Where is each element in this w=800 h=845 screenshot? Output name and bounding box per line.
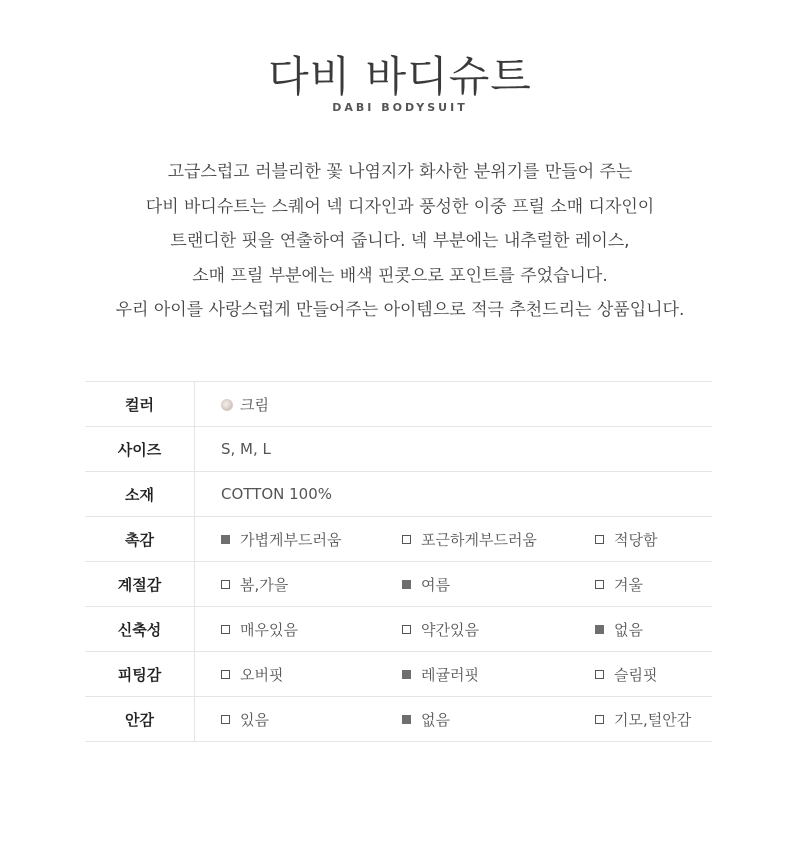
option-item [221, 664, 402, 685]
spec-label: 신축성 [85, 607, 195, 652]
spec-label: 소재 [85, 472, 195, 517]
spec-row-stretch [85, 607, 712, 652]
checkbox-icon [595, 625, 604, 634]
checkbox-icon [221, 625, 230, 634]
checkbox-icon [221, 580, 230, 589]
product-description [0, 155, 800, 328]
description-line: 다비 바디슈트는 스퀘어 넥 디자인과 풍성한 이중 프릴 소매 디자인이 [145, 196, 655, 217]
option-label: 있음 [240, 710, 269, 729]
option-item [402, 619, 595, 640]
checkbox-icon [595, 670, 604, 679]
option-item [595, 574, 643, 595]
spec-label: 촉감 [85, 517, 195, 562]
size-value: S, M, L [195, 427, 713, 472]
spec-row-size [85, 427, 712, 472]
checkbox-icon [221, 715, 230, 724]
option-item [221, 709, 402, 730]
description-line: 고급스럽고 러블리한 꽃 나염지가 화사한 분위기를 만들어 주는 [167, 162, 633, 182]
option-label: 슬림핏 [614, 665, 658, 684]
option-item [402, 664, 595, 685]
spec-value-cell [195, 607, 713, 652]
spec-row-season [85, 562, 712, 607]
option-item [595, 709, 691, 730]
description-line: 트랜디한 핏을 연출하여 줍니다. 넥 부분에는 내추럴한 레이스, [170, 231, 630, 251]
checkbox-icon [402, 715, 411, 724]
spec-row-texture [85, 517, 712, 562]
spec-label: 안감 [85, 697, 195, 742]
spec-label: 계절감 [85, 562, 195, 607]
option-label: 기모,털안감 [614, 710, 692, 729]
option-label: 겨울 [614, 575, 643, 594]
checkbox-icon [402, 625, 411, 634]
option-label: 가볍게부드러움 [240, 530, 342, 549]
option-label: 레귤러핏 [421, 665, 479, 684]
description-line: 우리 아이를 사랑스럽게 만들어주는 아이템으로 적극 추천드리는 상품입니다. [115, 300, 685, 320]
option-label: 봄,가을 [240, 575, 289, 594]
spec-row-fit [85, 652, 712, 697]
option-label: 없음 [421, 710, 450, 729]
description-line: 소매 프릴 부분에는 배색 핀콧으로 포인트를 주었습니다. [192, 265, 608, 286]
option-item [221, 529, 402, 550]
option-item [402, 574, 595, 595]
checkbox-icon [402, 670, 411, 679]
spec-row-material [85, 472, 712, 517]
checkbox-icon [595, 715, 604, 724]
spec-row-color [85, 382, 712, 427]
option-item [595, 619, 643, 640]
option-label: 여름 [421, 575, 450, 594]
spec-value-cell [195, 562, 713, 607]
option-item [402, 529, 595, 550]
color-value: 크림 [240, 395, 269, 414]
product-subtitle: DABI BODYSUIT [332, 101, 468, 114]
spec-value-cell [195, 652, 713, 697]
spec-label: 피팅감 [85, 652, 195, 697]
color-swatch-icon [221, 399, 233, 411]
option-label: 오버핏 [240, 665, 284, 684]
checkbox-icon [595, 535, 604, 544]
option-item [221, 574, 402, 595]
option-label: 없음 [614, 620, 643, 639]
option-item [221, 619, 402, 640]
product-title: 다비 바디슈트 [268, 52, 532, 101]
checkbox-icon [221, 535, 230, 544]
option-item [595, 529, 657, 550]
option-label: 매우있음 [240, 620, 298, 639]
option-label: 약간있음 [421, 620, 479, 639]
option-label: 적당함 [614, 530, 658, 549]
spec-label: 사이즈 [85, 427, 195, 472]
option-item [402, 709, 595, 730]
spec-row-lining [85, 697, 712, 742]
spec-label: 컬러 [85, 382, 195, 427]
checkbox-icon [595, 580, 604, 589]
material-value: COTTON 100% [195, 472, 713, 517]
spec-value-cell [195, 697, 713, 742]
spec-value-cell [195, 517, 713, 562]
checkbox-icon [221, 670, 230, 679]
option-item [595, 664, 657, 685]
spec-table [85, 381, 712, 742]
option-label: 포근하게부드러움 [421, 530, 537, 549]
spec-value-cell [195, 382, 713, 427]
checkbox-icon [402, 580, 411, 589]
checkbox-icon [402, 535, 411, 544]
